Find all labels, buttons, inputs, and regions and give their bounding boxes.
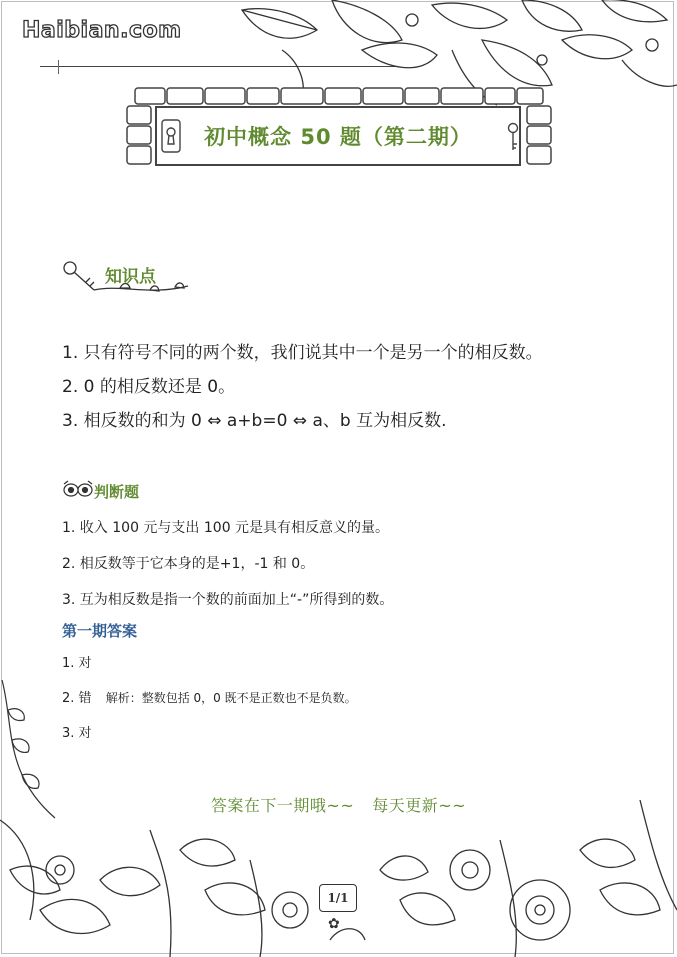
flower-icon: ✿ [328, 916, 340, 932]
knowledge-list [62, 336, 543, 438]
page-number: 1/1 [319, 884, 357, 912]
judge-item: 3. 互为相反数是指一个数的前面加上“-”所得到的数。 [62, 592, 394, 608]
answer-text: 1. 对 [62, 656, 92, 671]
answer-text: 2. 错 [62, 691, 92, 706]
answer-note: 解析：整数包括 0，0 既不是正数也不是负数。 [105, 691, 357, 705]
footer-left: 答案在下一期哦~~ [210, 796, 355, 815]
knowledge-item: 2. 0 的相反数还是 0。 [62, 377, 236, 397]
judge-item: 2. 相反数等于它本身的是+1，-1 和 0。 [62, 556, 315, 572]
footer-right: 每天更新~~ [372, 796, 467, 815]
owl-icon [62, 480, 94, 498]
answer-item [62, 646, 357, 681]
knowledge-item: 3. 相反数的和为 0 ⇔ a+b=0 ⇔ a、b 互为相反数. [62, 411, 447, 431]
answer-text: 3. 对 [62, 726, 92, 741]
answer-item [62, 716, 357, 751]
judge-list [62, 510, 393, 618]
site-logo[interactable]: Haibian.com [22, 18, 182, 43]
answer-item [62, 681, 357, 716]
judge-heading: 判断题 [94, 483, 140, 501]
answers-heading: 第一期答案 [62, 622, 138, 640]
knowledge-item: 1. 只有符号不同的两个数，我们说其中一个是另一个的相反数。 [62, 343, 543, 363]
judge-item: 1. 收入 100 元与支出 100 元是具有相反意义的量。 [62, 520, 390, 536]
knowledge-heading: 知识点 [105, 267, 156, 287]
header-rule-tick [58, 60, 59, 74]
answers-list [62, 646, 357, 751]
page-title: 初中概念 50 题（第二期） [204, 125, 472, 149]
